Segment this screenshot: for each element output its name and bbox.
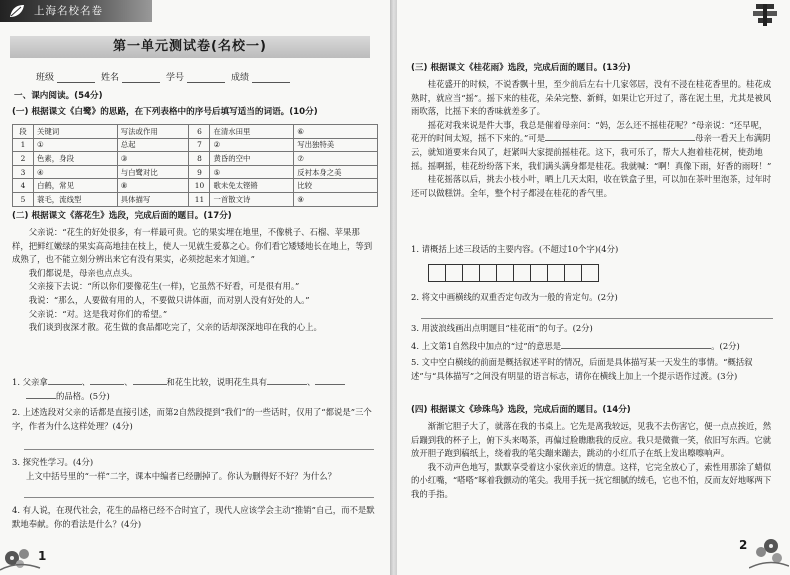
answer-line[interactable]: [24, 497, 374, 498]
table-cell: 写法或作用: [117, 125, 189, 139]
char-boxes[interactable]: [428, 264, 598, 282]
answer-line[interactable]: [24, 449, 374, 450]
question-heading: (一) 根据课文《白鹭》的思路，在下列表格中的序号后填写适当的词语。(10分): [12, 107, 318, 117]
table-cell: ⑨: [294, 192, 378, 206]
paragraph: 我们都说是，母亲也点点头。: [28, 267, 138, 278]
table-cell: 色素，身段: [34, 152, 118, 166]
table-cell: 关键词: [34, 125, 118, 139]
table-cell: 歌未免太铿锵: [210, 179, 294, 193]
page-number: 1: [38, 549, 47, 563]
passage: [411, 420, 775, 502]
info-id: 学号: [166, 70, 225, 83]
table-cell: 3: [13, 165, 34, 179]
table-cell: 9: [189, 165, 210, 179]
table-cell: 11: [189, 192, 210, 206]
table-cell: ②: [210, 138, 294, 152]
question-1: 1. 父亲拿 、 、 和花生比较，说明花生具有 、 的品格。(5分): [12, 376, 378, 403]
score-blank[interactable]: [252, 73, 290, 83]
table-cell: 总起: [117, 138, 189, 152]
table-cell: ①: [34, 138, 118, 152]
question-heading: (二) 根据课文《落花生》选段，完成后面的题目。(17分): [12, 211, 232, 221]
name-blank[interactable]: [122, 73, 160, 83]
table-cell: 5: [13, 192, 34, 206]
paragraph: 我不动声色地写，默默享受着这小家伙亲近的情意。这样，它完全放心了，索性用那涂了蜡似的小红嘴，“嗒嗒”啄着我颤动的笔尖。我用手抚一抚它细腻的绒毛，它也不怕，反而友好地啄两下我的手指。: [411, 461, 772, 499]
paragraph: 摇花对我来说是件大事，我总是催着母亲问：“妈，怎么还不摇桂花呢？”母亲说：“还早呢，花开的时间太短，摇不下来的。”可是 母亲一看天上布满阴云，就知道要来台风了，赶紧叫大家提前摇桂花。这下，我可乐了，帮大人抱着桂花树，使劲地摇。摇啊摇，桂花纷纷落下来，我们满头满身都是桂花。我就喊：“啊！真像下雨，好香的雨呀！”: [411, 119, 772, 171]
paragraph: 我说：“那么，人要做有用的人，不要做只讲体面，而对别人没有好处的人。”: [28, 294, 310, 305]
table-cell: ⑧: [117, 179, 189, 193]
paragraph: 我们谈到夜深才散。花生做的食品都吃完了，父亲的话却深深地印在我的心上。: [28, 322, 322, 333]
flower-decoration-icon: [0, 538, 42, 572]
answer-blank[interactable]: [267, 384, 307, 385]
info-class: 班级: [36, 70, 95, 83]
question-2: 2. 将文中画横线的双重否定句改为一般的肯定句。(2分): [411, 292, 618, 302]
flower-decoration-icon: [749, 528, 789, 572]
series-ribbon: [0, 0, 152, 22]
paragraph: 渐渐它胆子大了，就落在我的书桌上。它先是离我较远，见我不去伤害它，便一点点挨近，然后蹦到我的杯子上，俯下头来喝茶，再偏过脸瞧瞧我的反应。我只是微微一笑，依旧写东西。它就放开胆子跑到稿纸上，绕着我的笔尖蹦来蹦去，跳动的小红爪子在纸上发出嚓嚓响声。: [411, 421, 772, 459]
question-4: 4. 有人说，在现代社会，花生的品格已经不合时宜了，现代人应该学会主动“推销”自己，而不是默默地奉献。你的看法是什么？(4分): [12, 505, 375, 529]
table-cell: ⑤: [210, 165, 294, 179]
table-cell: 1: [13, 138, 34, 152]
table-row: [13, 138, 378, 152]
table-cell: 蓑毛，流线型: [34, 192, 118, 206]
table-row: [13, 165, 378, 179]
table-cell: 2: [13, 152, 34, 166]
answer-blank[interactable]: [26, 398, 56, 399]
answer-blank[interactable]: [133, 384, 167, 385]
question-1: 1. 请概括上述三段话的主要内容。(不超过10个字)(4分): [411, 244, 619, 254]
right-page: [397, 0, 790, 575]
logo-icon: [750, 2, 780, 28]
answer-blank[interactable]: [545, 140, 695, 141]
table-cell: 8: [189, 152, 210, 166]
question-3: 3. 探究性学习。(4分) 上文中括号里的“一样”二字，课本中编者已经删掉了。你认为删得好不好？为什么？: [12, 457, 337, 481]
question-4: 4. 上文第1自然段中加点的“过”的意思是 。(2分): [411, 341, 740, 351]
table-cell: 黄昏的空中: [210, 152, 294, 166]
table-cell: 反衬本身之美: [294, 165, 378, 179]
series-title: 上海名校名卷: [34, 5, 103, 17]
vocab-table: [12, 124, 378, 207]
table-cell: ⑥: [294, 125, 378, 139]
answer-line[interactable]: [421, 318, 773, 319]
table-row: [13, 179, 378, 193]
table-cell: 段: [13, 125, 34, 139]
paragraph: 桂花盛开的时候，不说香飘十里，至少前后左右十几家邻居，没有不浸在桂花香里的。桂花成熟时，就应当“摇”。摇下来的桂花，朵朵完整、新鲜，如果让它开过了，落在泥土里，尤其是被风雨吹落，比摇下来的香味就差多了。: [411, 79, 772, 117]
student-info: [36, 70, 366, 83]
table-row: [13, 192, 378, 206]
question-heading: (四) 根据课文《珍珠鸟》选段，完成后面的题目。(14分): [411, 405, 631, 415]
paragraph: 父亲说：“对。这是我对你们的希望。”: [28, 308, 168, 319]
passage: [12, 226, 374, 335]
paragraph: 桂花摇落以后，挑去小枝小叶，晒上几天太阳，收在铁盒子里，可以加在茶叶里泡茶，过年时还可以做糕饼。全年，整个村子都浸在桂花的香气里。: [411, 174, 772, 198]
table-cell: 比较: [294, 179, 378, 193]
table-cell: 7: [189, 138, 210, 152]
table-cell: 写出独特美: [294, 138, 378, 152]
table-row: [13, 125, 378, 139]
answer-blank[interactable]: [315, 384, 345, 385]
left-page: [0, 0, 392, 575]
table-cell: 6: [189, 125, 210, 139]
table-cell: 白鹤，常见: [34, 179, 118, 193]
question-3: 3. 用波浪线画出点明题目“桂花雨”的句子。(2分): [411, 323, 593, 333]
table-row: [13, 152, 378, 166]
table-cell: 在清水田里: [210, 125, 294, 139]
question-5: 5. 文中空白横线的前面是概括叙述平时的情况，后面是具体描写某一天发生的事情。“概括叙述”与“具体描写”之间没有明显的语言标志，请你在横线上加上一个提示语作过渡。(3分): [411, 357, 753, 381]
page-number: 2: [739, 538, 748, 552]
table-cell: ⑦: [294, 152, 378, 166]
info-score: 成绩: [231, 70, 290, 83]
table-cell: 与白鹭对比: [117, 165, 189, 179]
info-name: 姓名: [101, 70, 160, 83]
table-cell: ③: [117, 152, 189, 166]
table-cell: 一首散文诗: [210, 192, 294, 206]
answer-blank[interactable]: [561, 348, 711, 349]
answer-blank[interactable]: [48, 384, 82, 385]
question-2: 2. 上述选段对父亲的话都是直接引述，而第2自然段提到“我们”的一些话时，仅用了“都说是”三个字，作者为什么这样处理？(4分): [12, 407, 372, 431]
passage: [411, 78, 775, 200]
leaf-icon: [8, 3, 26, 19]
table-cell: ④: [34, 165, 118, 179]
table-cell: 具体描写: [117, 192, 189, 206]
table-cell: 4: [13, 179, 34, 193]
answer-blank[interactable]: [90, 384, 124, 385]
page-title: 第一单元测试卷(名校一): [10, 36, 370, 58]
paragraph: 父亲接下去说：“所以你们要像花生(一样)，它虽然不好看，可是很有用。”: [28, 281, 300, 292]
id-blank[interactable]: [187, 73, 225, 83]
paragraph: 父亲说：“花生的好处很多，有一样最可贵。它的果实埋在地里，不像桃子、石榴、苹果那样，把鲜红嫩绿的果实高高地挂在枝上，使人一见就生爱慕之心。你们看它矮矮地长在地上，等到成熟了，也不能立刻分辨出来它有没有果实，必须挖起来才知道。”: [12, 227, 373, 265]
section-heading: 一、课内阅读。(54分): [14, 91, 103, 101]
class-blank[interactable]: [57, 73, 95, 83]
table-cell: 10: [189, 179, 210, 193]
question-heading: (三) 根据课文《桂花雨》选段，完成后面的题目。(13分): [411, 63, 631, 73]
